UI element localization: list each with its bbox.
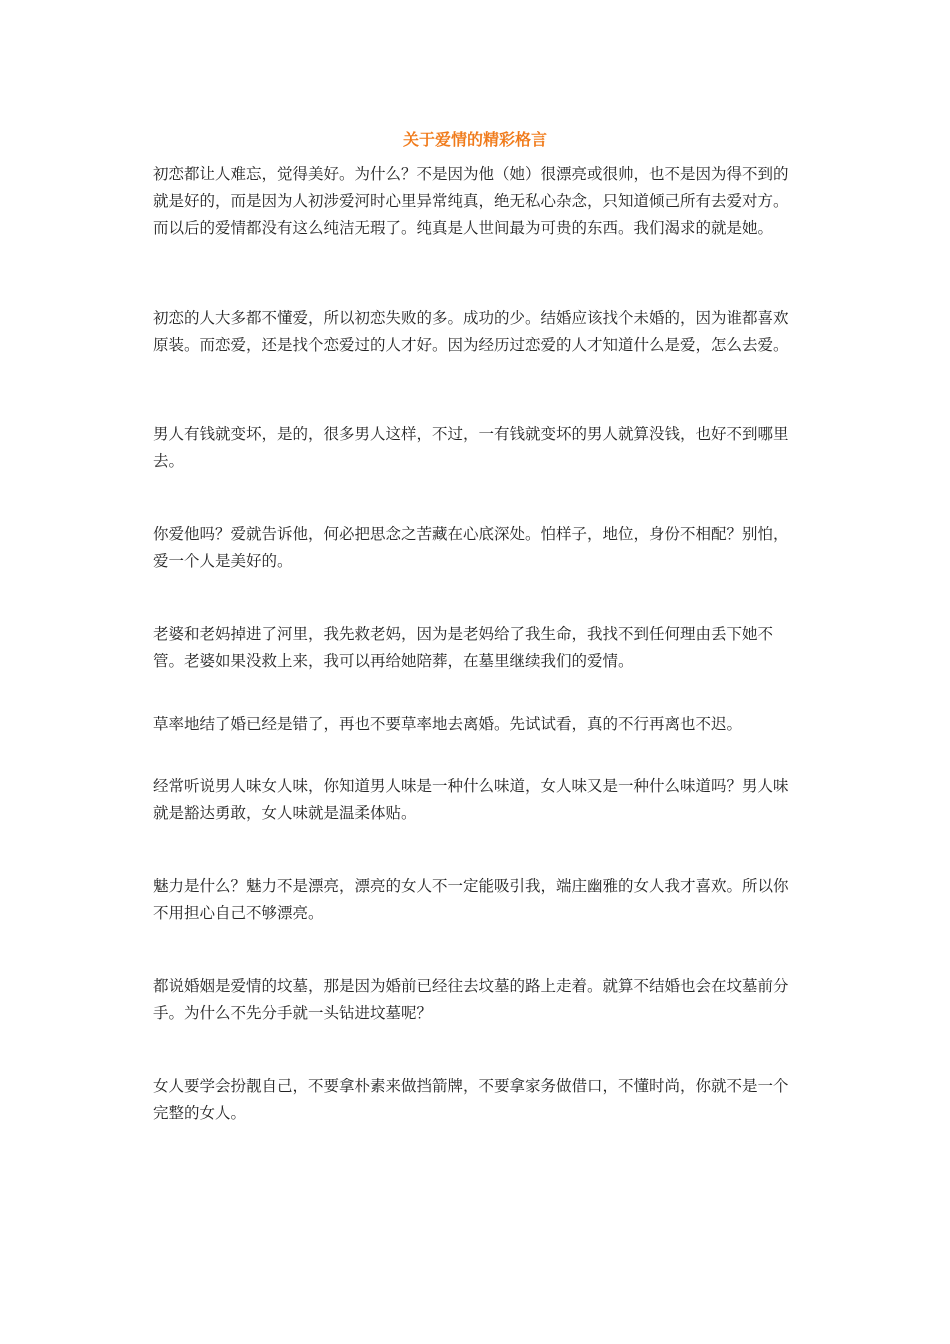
paragraph-4: 你爱他吗？爱就告诉他，何必把思念之苦藏在心底深处。怕样子，地位，身份不相配？别怕，爱一个人是美好的。 (153, 525, 789, 570)
paragraph-8: 魅力是什么？魅力不是漂亮，漂亮的女人不一定能吸引我，端庄幽雅的女人我才喜欢。所以你不用担心自己不够漂亮。 (153, 877, 789, 922)
paragraph-7: 经常听说男人味女人味，你知道男人味是一种什么味道，女人味又是一种什么味道吗？男人味就是豁达勇敢，女人味就是温柔体贴。 (153, 777, 789, 822)
paragraph-9: 都说婚姻是爱情的坟墓，那是因为婚前已经往去坟墓的路上走着。就算不结婚也会在坟墓前分手。为什么不先分手就一头钻进坟墓呢？ (153, 977, 789, 1022)
paragraph-6: 草率地结了婚已经是错了，再也不要草率地去离婚。先试试看，真的不行再离也不迟。 (153, 715, 743, 733)
paragraph-5: 老婆和老妈掉进了河里，我先救老妈，因为是老妈给了我生命，我找不到任何理由丢下她不管。老婆如果没救上来，我可以再给她陪葬，在墓里继续我们的爱情。 (153, 625, 774, 670)
paragraph-3: 男人有钱就变坏，是的，很多男人这样，不过，一有钱就变坏的男人就算没钱，也好不到哪里去。 (153, 425, 789, 470)
paragraph-2: 初恋的人大多都不懂爱，所以初恋失败的多。成功的少。结婚应该找个未婚的，因为谁都喜欢原装。而恋爱，还是找个恋爱过的人才好。因为经历过恋爱的人才知道什么是爱，怎么去爱。 (153, 309, 789, 354)
paragraph-10: 女人要学会扮靓自己，不要拿朴素来做挡箭牌，不要拿家务做借口，不懂时尚，你就不是一个完整的女人。 (153, 1077, 789, 1122)
document-title: 关于爱情的精彩格言 (402, 130, 547, 149)
paragraph-1: 初恋都让人难忘，觉得美好。为什么？不是因为他（她）很漂亮或很帅，也不是因为得不到的就是好的，而是因为人初涉爱河时心里异常纯真，绝无私心杂念，只知道倾己所有去爱对方。而以后的爱情都没有这么纯洁无瑕了。纯真是人世间最为可贵的东西。我们渴求的就是她。 (153, 165, 789, 237)
